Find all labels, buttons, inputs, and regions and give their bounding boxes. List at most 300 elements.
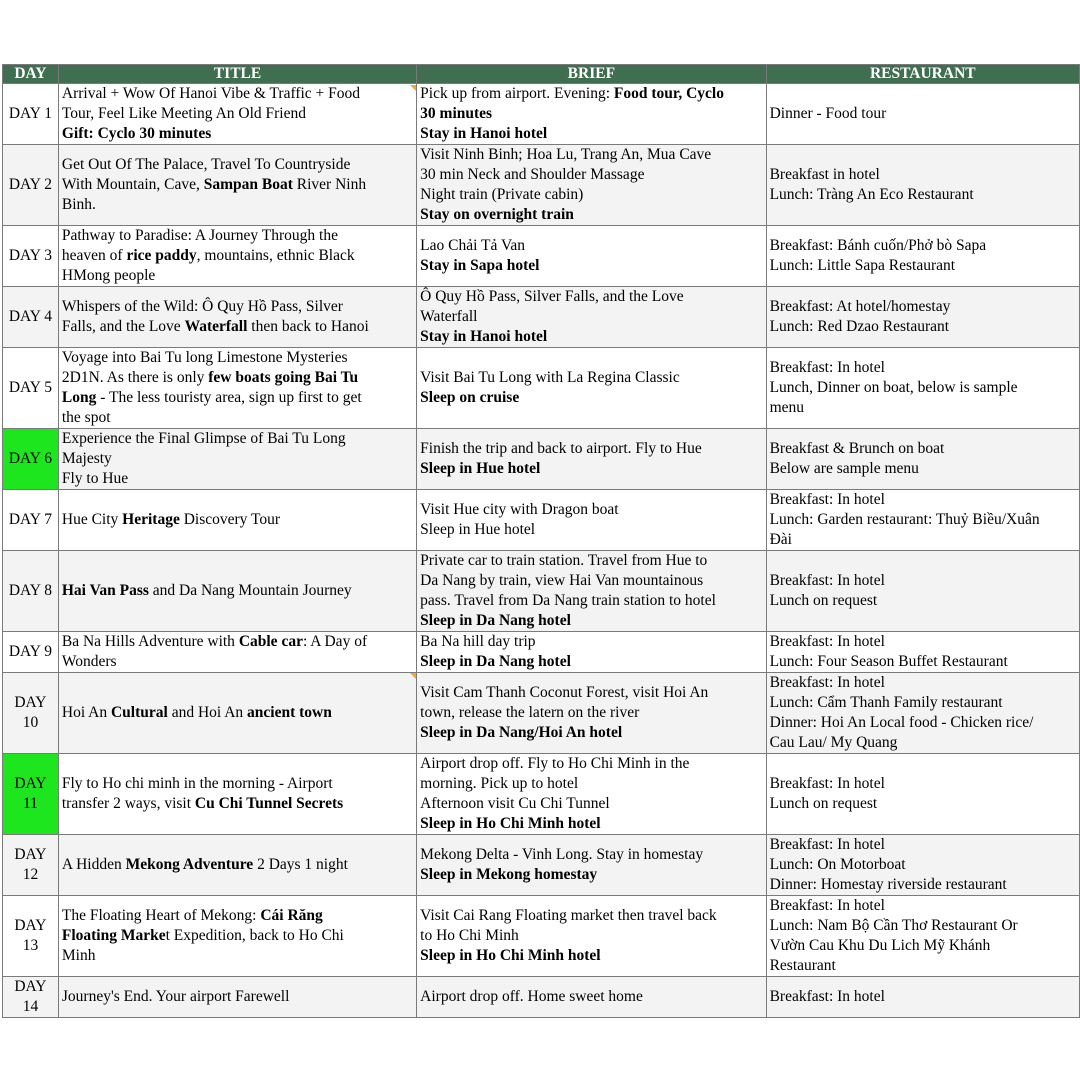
title-text: Hue City <box>61 511 123 528</box>
title-line <box>62 297 413 317</box>
brief-line <box>420 84 762 104</box>
title-line <box>62 226 413 246</box>
restaurant-line <box>770 490 1076 510</box>
brief-text: Sleep in Da Nang hotel <box>420 653 571 670</box>
brief-line <box>420 703 762 723</box>
cell-brief[interactable] <box>417 145 766 226</box>
brief-line <box>420 774 762 794</box>
brief-line <box>420 906 762 926</box>
restaurant-line <box>770 855 1076 875</box>
brief-line <box>420 165 762 185</box>
title-line <box>62 266 413 286</box>
day-label: DAY <box>14 775 47 792</box>
table-row <box>3 84 1080 145</box>
cell-day[interactable] <box>3 145 59 226</box>
day-label: DAY 1 <box>8 105 53 122</box>
brief-text: Stay in Hanoi hotel <box>420 328 548 345</box>
restaurant-line <box>770 378 1076 398</box>
brief-text: Visit Cai Rang Floating market then travel back <box>420 907 717 924</box>
brief-text: Afternoon visit Cu Chi Tunnel <box>420 795 610 812</box>
title-line <box>62 703 413 723</box>
title-text: Discovery Tour <box>179 511 281 528</box>
title-line <box>62 104 413 124</box>
brief-line <box>420 551 762 571</box>
title-text: Whispers of the Wild: Ô Quy Hồ Pass, Silver <box>61 298 343 315</box>
restaurant-line <box>770 774 1076 794</box>
title-text: With Mountain, Cave, <box>61 176 204 193</box>
title-line <box>62 581 413 601</box>
table-row <box>3 490 1080 551</box>
restaurant-text: Breakfast: In hotel <box>769 491 885 508</box>
brief-line <box>420 652 762 672</box>
title-line <box>62 774 413 794</box>
restaurant-line <box>770 632 1076 652</box>
cell-restaurant[interactable] <box>766 977 1079 1018</box>
brief-line <box>420 307 762 327</box>
restaurant-text: Lunch, Dinner on boat, below is sample <box>769 379 1018 396</box>
table-row <box>3 754 1080 835</box>
brief-text: to Ho Chi Minh <box>420 927 519 944</box>
title-line <box>62 987 413 1007</box>
brief-text: Visit Hue city with Dragon boat <box>420 501 619 518</box>
day-label: DAY <box>14 917 47 934</box>
restaurant-text: Breakfast: In hotel <box>769 633 885 650</box>
brief-text: Waterfall <box>420 308 478 325</box>
title-text: ancient town <box>247 704 332 721</box>
restaurant-text: Dinner - Food tour <box>769 105 887 122</box>
restaurant-text: Lunch: Cẩm Thanh Family restaurant <box>769 694 1003 711</box>
cell-brief[interactable] <box>417 977 766 1018</box>
brief-text: Sleep in Da Nang/Hoi An hotel <box>420 724 623 741</box>
restaurant-line <box>770 317 1076 337</box>
cell-day[interactable] <box>3 429 59 490</box>
restaurant-line <box>770 835 1076 855</box>
title-line <box>62 510 413 530</box>
title-text: and Da Nang Mountain Journey <box>148 582 352 599</box>
brief-text: Sleep in Ho Chi Minh hotel <box>420 815 601 832</box>
title-text: Tour, Feel Like Meeting An Old Friend <box>61 105 306 122</box>
cell-restaurant[interactable] <box>766 287 1079 348</box>
brief-text: Airport drop off. Home sweet home <box>420 988 643 1005</box>
restaurant-text: Breakfast: Bánh cuốn/Phở bò Sapa <box>769 237 987 254</box>
table-row <box>3 226 1080 287</box>
restaurant-line <box>770 673 1076 693</box>
title-text: Fly to Ho chi minh in the morning - Airport <box>61 775 333 792</box>
brief-line <box>420 124 762 144</box>
title-line <box>62 368 413 388</box>
brief-text: pass. Travel from Da Nang train station to hotel <box>420 592 716 609</box>
title-text: Cái Răng <box>260 907 323 924</box>
brief-line <box>420 683 762 703</box>
brief-line <box>420 104 762 124</box>
cell-day[interactable] <box>3 754 59 835</box>
restaurant-line <box>770 956 1076 976</box>
title-text: Ba Na Hills Adventure with <box>61 633 239 650</box>
brief-text: Visit Bai Tu Long with La Regina Classic <box>420 369 680 386</box>
brief-text: Sleep in Hue hotel <box>420 521 536 538</box>
day-label: 11 <box>22 795 38 812</box>
table-row <box>3 977 1080 1018</box>
title-text: HMong people <box>61 267 156 284</box>
title-text: transfer 2 ways, visit <box>61 795 195 812</box>
title-line <box>62 946 413 966</box>
table-row <box>3 835 1080 896</box>
cell-title[interactable] <box>58 226 416 287</box>
title-text: River Ninh <box>292 176 367 193</box>
title-text: A Hidden <box>61 856 126 873</box>
title-line <box>62 469 413 489</box>
restaurant-text: Breakfast: In hotel <box>769 897 885 914</box>
title-text: Wonders <box>61 653 117 670</box>
title-line <box>62 632 413 652</box>
title-line <box>62 155 413 175</box>
day-label: DAY 5 <box>8 379 53 396</box>
restaurant-line <box>770 439 1076 459</box>
restaurant-text: Lunch: Tràng An Eco Restaurant <box>769 186 974 203</box>
title-text: Voyage into Bai Tu long Limestone Mysteries <box>61 349 348 366</box>
brief-text: Food tour, Cyclo <box>613 85 724 102</box>
restaurant-line <box>770 104 1076 124</box>
restaurant-text: Lunch on request <box>769 795 878 812</box>
cell-restaurant[interactable] <box>766 429 1079 490</box>
title-text: Journey's End. Your airport Farewell <box>61 988 290 1005</box>
cell-brief[interactable] <box>417 84 766 145</box>
brief-line <box>420 388 762 408</box>
title-text: Cable car <box>238 633 303 650</box>
cell-title[interactable] <box>58 754 416 835</box>
brief-text: Pick up from airport. Evening: <box>420 85 614 102</box>
cell-title[interactable] <box>58 145 416 226</box>
title-text: Get Out Of The Palace, Travel To Countryside <box>61 156 351 173</box>
day-label: DAY <box>14 978 47 995</box>
restaurant-line <box>770 459 1076 479</box>
day-label: DAY <box>14 846 47 863</box>
restaurant-line <box>770 733 1076 753</box>
day-label: 10 <box>22 714 39 731</box>
brief-text: 30 min Neck and Shoulder Massage <box>420 166 645 183</box>
cell-restaurant[interactable] <box>766 673 1079 754</box>
title-line <box>62 124 413 144</box>
restaurant-text: Breakfast: In hotel <box>769 674 885 691</box>
title-text: heaven of <box>61 247 127 264</box>
restaurant-text: Breakfast: In hotel <box>769 775 885 792</box>
header-brief[interactable]: BRIEF <box>417 65 766 84</box>
cell-brief[interactable] <box>417 348 766 429</box>
title-line <box>62 246 413 266</box>
restaurant-text: Đài <box>769 531 792 548</box>
table-row <box>3 551 1080 632</box>
brief-line <box>420 591 762 611</box>
restaurant-text: Lunch on request <box>769 592 878 609</box>
restaurant-text: Lunch: Red Dzao Restaurant <box>769 318 950 335</box>
title-text: Sampan Boat <box>203 176 293 193</box>
restaurant-line <box>770 713 1076 733</box>
brief-text: 30 minutes <box>420 105 493 122</box>
brief-text: Night train (Private cabin) <box>420 186 584 203</box>
restaurant-text: Vườn Cau Khu Du Lich Mỹ Khánh <box>769 937 991 954</box>
restaurant-line <box>770 794 1076 814</box>
restaurant-text: Breakfast: In hotel <box>769 359 885 376</box>
brief-text: Visit Cam Thanh Coconut Forest, visit Hoi An <box>420 684 709 701</box>
brief-line <box>420 946 762 966</box>
brief-text: Lao Chải Tả Van <box>420 237 526 254</box>
title-text: few boats going Bai Tu <box>208 369 359 386</box>
comment-marker[interactable] <box>410 673 416 679</box>
cell-restaurant[interactable] <box>766 226 1079 287</box>
title-line <box>62 855 413 875</box>
table-row <box>3 896 1080 977</box>
title-line <box>62 175 413 195</box>
brief-text: Visit Ninh Binh; Hoa Lu, Trang An, Mua Cave <box>420 146 712 163</box>
day-label: DAY 8 <box>8 582 53 599</box>
brief-line <box>420 571 762 591</box>
brief-text: Mekong Delta - Vinh Long. Stay in homestay <box>420 846 704 863</box>
title-text: Hai Van Pass <box>61 582 149 599</box>
restaurant-text: Lunch: Garden restaurant: Thuỷ Biều/Xuân <box>769 511 1040 528</box>
brief-text: Sleep in Ho Chi Minh hotel <box>420 947 601 964</box>
restaurant-text: Dinner: Hoi An Local food - Chicken rice/ <box>769 714 1034 731</box>
cell-restaurant[interactable] <box>766 348 1079 429</box>
title-text: Gift: Cyclo 30 minutes <box>61 125 212 142</box>
restaurant-text: Lunch: Nam Bộ Cần Thơ Restaurant Or <box>769 917 1018 934</box>
restaurant-line <box>770 693 1076 713</box>
restaurant-text: Breakfast in hotel <box>769 166 880 183</box>
title-line <box>62 652 413 672</box>
brief-line <box>420 185 762 205</box>
brief-text: Stay on overnight train <box>420 206 574 223</box>
title-line <box>62 794 413 814</box>
cell-brief[interactable] <box>417 287 766 348</box>
cell-restaurant[interactable] <box>766 145 1079 226</box>
restaurant-text: menu <box>769 399 804 416</box>
cell-brief[interactable] <box>417 754 766 835</box>
restaurant-text: Dinner: Homestay riverside restaurant <box>769 876 1007 893</box>
title-text: : A Day of <box>302 633 368 650</box>
cell-title[interactable] <box>58 896 416 977</box>
header-day[interactable]: DAY <box>3 65 59 84</box>
cell-title[interactable] <box>58 429 416 490</box>
brief-text: Private car to train station. Travel from Hue to <box>420 552 708 569</box>
title-text: the spot <box>61 409 111 426</box>
title-line <box>62 429 413 449</box>
brief-text: Ô Quy Hồ Pass, Silver Falls, and the Love <box>420 288 684 305</box>
brief-text: Airport drop off. Fly to Ho Chi Minh in the <box>420 755 690 772</box>
brief-line <box>420 368 762 388</box>
restaurant-line <box>770 652 1076 672</box>
table-body <box>3 84 1080 1018</box>
brief-line <box>420 256 762 276</box>
cell-day[interactable] <box>3 896 59 977</box>
restaurant-line <box>770 571 1076 591</box>
title-text: - The less touristy area, sign up first to get <box>96 389 362 406</box>
cell-day[interactable] <box>3 835 59 896</box>
title-text: The Floating Heart of Mekong: <box>61 907 261 924</box>
cell-day[interactable] <box>3 84 59 145</box>
table-row <box>3 348 1080 429</box>
comment-marker[interactable] <box>410 85 416 91</box>
cell-brief[interactable] <box>417 490 766 551</box>
brief-text: Stay in Hanoi hotel <box>420 125 548 142</box>
title-text: Mekong Adventure <box>125 856 254 873</box>
brief-line <box>420 987 762 1007</box>
title-text: Binh. <box>61 196 96 213</box>
title-text: Fly to Hue <box>61 470 129 487</box>
restaurant-text: Breakfast: At hotel/homestay <box>769 298 951 315</box>
brief-text: Stay in Sapa hotel <box>420 257 540 274</box>
cell-brief[interactable] <box>417 835 766 896</box>
brief-line <box>420 754 762 774</box>
title-line <box>62 195 413 215</box>
cell-day[interactable] <box>3 226 59 287</box>
title-text: 2 Days 1 night <box>253 856 348 873</box>
title-text: Cultural <box>110 704 168 721</box>
title-text: Cu Chi Tunnel Secrets <box>194 795 344 812</box>
itinerary-table <box>2 64 1080 1018</box>
day-label: DAY 2 <box>8 176 53 193</box>
day-label: 13 <box>22 937 39 954</box>
cell-day[interactable] <box>3 977 59 1018</box>
title-text: , mountains, ethnic Black <box>196 247 355 264</box>
restaurant-text: Restaurant <box>769 957 836 974</box>
brief-text: town, release the latern on the river <box>420 704 640 721</box>
title-text: Heritage <box>122 511 180 528</box>
cell-title[interactable] <box>58 84 416 145</box>
title-text: Hoi An <box>61 704 111 721</box>
cell-brief[interactable] <box>417 226 766 287</box>
title-text: Long <box>61 389 97 406</box>
title-line <box>62 348 413 368</box>
cell-day[interactable] <box>3 632 59 673</box>
brief-line <box>420 611 762 631</box>
restaurant-line <box>770 165 1076 185</box>
table-row <box>3 673 1080 754</box>
restaurant-text: Lunch: Little Sapa Restaurant <box>769 257 956 274</box>
header-restaurant[interactable]: RESTAURANT <box>766 65 1079 84</box>
cell-title[interactable] <box>58 835 416 896</box>
cell-restaurant[interactable] <box>766 896 1079 977</box>
title-text: Experience the Final Glimpse of Bai Tu Long <box>61 430 346 447</box>
title-text: Minh <box>61 947 96 964</box>
brief-line <box>420 439 762 459</box>
restaurant-text: Breakfast & Brunch on boat <box>769 440 945 457</box>
day-label: DAY 9 <box>8 643 53 660</box>
restaurant-line <box>770 530 1076 550</box>
cell-title[interactable] <box>58 673 416 754</box>
restaurant-text: Lunch: On Motorboat <box>769 856 906 873</box>
cell-brief[interactable] <box>417 896 766 977</box>
cell-restaurant[interactable] <box>766 835 1079 896</box>
brief-line <box>420 845 762 865</box>
brief-text: Da Nang by train, view Hai Van mountainous <box>420 572 704 589</box>
cell-day[interactable] <box>3 348 59 429</box>
brief-text: Sleep in Mekong homestay <box>420 866 598 883</box>
cell-brief[interactable] <box>417 429 766 490</box>
table-row <box>3 632 1080 673</box>
restaurant-line <box>770 510 1076 530</box>
restaurant-line <box>770 591 1076 611</box>
restaurant-line <box>770 896 1076 916</box>
cell-title[interactable] <box>58 977 416 1018</box>
brief-text: Sleep in Hue hotel <box>420 460 541 477</box>
day-label: DAY 6 <box>8 450 53 467</box>
cell-day[interactable] <box>3 287 59 348</box>
title-line <box>62 408 413 428</box>
cell-brief[interactable] <box>417 673 766 754</box>
restaurant-text: Below are sample menu <box>769 460 919 477</box>
brief-line <box>420 205 762 225</box>
cell-brief[interactable] <box>417 551 766 632</box>
brief-line <box>420 287 762 307</box>
title-line <box>62 906 413 926</box>
restaurant-text: Breakfast: In hotel <box>769 836 885 853</box>
cell-title[interactable] <box>58 490 416 551</box>
cell-title[interactable] <box>58 632 416 673</box>
title-text: and Hoi An <box>167 704 248 721</box>
cell-title[interactable] <box>58 551 416 632</box>
restaurant-line <box>770 256 1076 276</box>
title-text: Pathway to Paradise: A Journey Through the <box>61 227 338 244</box>
restaurant-text: Cau Lau/ My Quang <box>769 734 898 751</box>
title-text: 2D1N. As there is only <box>61 369 209 386</box>
title-line <box>62 449 413 469</box>
title-line <box>62 388 413 408</box>
brief-line <box>420 236 762 256</box>
table-row <box>3 429 1080 490</box>
day-label: DAY <box>14 694 47 711</box>
title-text: Majesty <box>61 450 112 467</box>
brief-line <box>420 500 762 520</box>
title-text: rice paddy <box>126 247 197 264</box>
cell-restaurant[interactable] <box>766 632 1079 673</box>
cell-restaurant[interactable] <box>766 551 1079 632</box>
cell-day[interactable] <box>3 490 59 551</box>
title-text: Falls, and the Love <box>61 318 185 335</box>
brief-line <box>420 327 762 347</box>
day-label: DAY 3 <box>8 247 53 264</box>
brief-line <box>420 865 762 885</box>
cell-restaurant[interactable] <box>766 84 1079 145</box>
restaurant-text: Lunch: Four Season Buffet Restaurant <box>769 653 1008 670</box>
brief-text: Sleep in Da Nang hotel <box>420 612 571 629</box>
title-line <box>62 317 413 337</box>
cell-restaurant[interactable] <box>766 754 1079 835</box>
title-text: Floating Marke <box>61 927 166 944</box>
header-row <box>3 65 1080 84</box>
restaurant-line <box>770 297 1076 317</box>
cell-restaurant[interactable] <box>766 490 1079 551</box>
restaurant-line <box>770 185 1076 205</box>
day-label: 14 <box>22 998 39 1015</box>
cell-day[interactable] <box>3 673 59 754</box>
cell-title[interactable] <box>58 287 416 348</box>
brief-line <box>420 814 762 834</box>
restaurant-line <box>770 875 1076 895</box>
title-text: Waterfall <box>184 318 248 335</box>
cell-title[interactable] <box>58 348 416 429</box>
title-line <box>62 84 413 104</box>
restaurant-line <box>770 987 1076 1007</box>
restaurant-line <box>770 236 1076 256</box>
brief-text: Ba Na hill day trip <box>420 633 536 650</box>
restaurant-line <box>770 916 1076 936</box>
cell-day[interactable] <box>3 551 59 632</box>
header-title[interactable]: TITLE <box>58 65 416 84</box>
title-text: t Expedition, back to Ho Chi <box>165 927 344 944</box>
cell-brief[interactable] <box>417 632 766 673</box>
restaurant-text: Breakfast: In hotel <box>769 572 885 589</box>
brief-text: morning. Pick up to hotel <box>420 775 579 792</box>
brief-line <box>420 794 762 814</box>
